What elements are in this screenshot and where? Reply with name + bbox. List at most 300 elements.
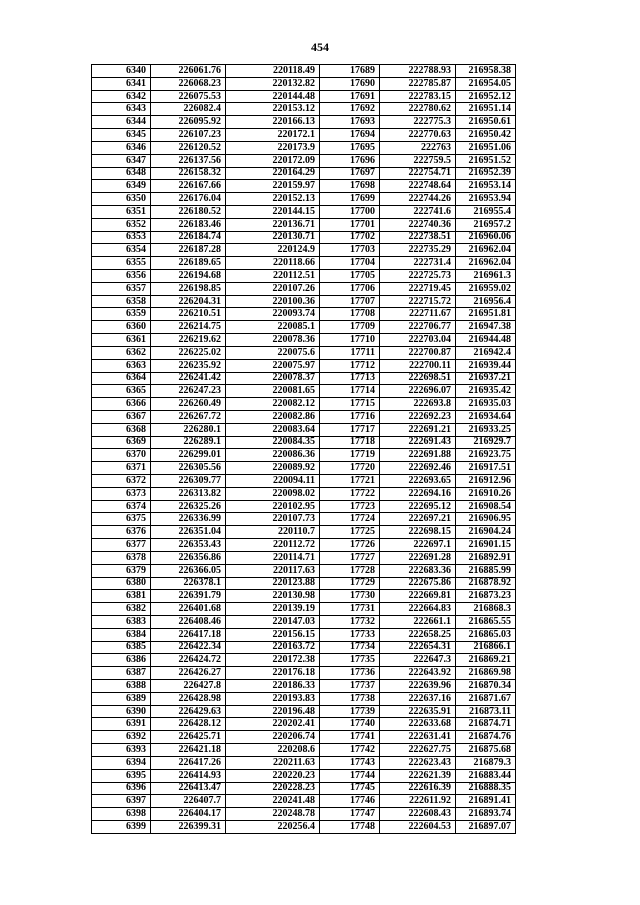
cell-y-left: 220172.1 xyxy=(226,129,320,142)
cell-x-left: 226184.74 xyxy=(151,231,226,244)
table-row xyxy=(92,590,516,603)
cell-x-right: 222635.91 xyxy=(380,705,456,718)
cell-point-id-left: 6356 xyxy=(92,270,151,283)
cell-x-right: 222695.12 xyxy=(380,500,456,513)
cell-x-right: 222647.3 xyxy=(380,654,456,667)
cell-point-id-right: 17693 xyxy=(320,116,380,129)
cell-point-id-left: 6348 xyxy=(92,167,151,180)
cell-y-left: 220144.15 xyxy=(226,205,320,218)
cell-x-right: 222706.77 xyxy=(380,321,456,334)
cell-x-right: 222691.21 xyxy=(380,423,456,436)
cell-x-left: 226351.04 xyxy=(151,526,226,539)
cell-x-right: 222643.92 xyxy=(380,667,456,680)
table-row xyxy=(92,462,516,475)
cell-point-id-right: 17748 xyxy=(320,820,380,833)
table-row xyxy=(92,129,516,142)
page-number: 454 xyxy=(311,40,329,54)
table-row xyxy=(92,731,516,744)
table-row xyxy=(92,615,516,628)
cell-y-left: 220166.13 xyxy=(226,116,320,129)
cell-point-id-left: 6349 xyxy=(92,180,151,193)
cell-x-right: 222675.86 xyxy=(380,577,456,590)
table-row xyxy=(92,756,516,769)
cell-x-right: 222740.36 xyxy=(380,218,456,231)
cell-y-right: 216951.14 xyxy=(456,103,516,116)
cell-y-left: 220102.95 xyxy=(226,500,320,513)
cell-x-right: 222631.41 xyxy=(380,731,456,744)
cell-x-right: 222741.6 xyxy=(380,205,456,218)
cell-y-left: 220085.1 xyxy=(226,321,320,334)
cell-y-right: 216955.4 xyxy=(456,205,516,218)
table-row xyxy=(92,667,516,680)
cell-y-left: 220211.63 xyxy=(226,756,320,769)
cell-point-id-right: 17710 xyxy=(320,334,380,347)
cell-point-id-left: 6390 xyxy=(92,705,151,718)
table-row xyxy=(92,449,516,462)
cell-x-right: 222719.45 xyxy=(380,282,456,295)
cell-point-id-right: 17733 xyxy=(320,628,380,641)
cell-y-right: 216956.4 xyxy=(456,295,516,308)
cell-y-right: 216935.42 xyxy=(456,385,516,398)
cell-x-right: 222691.88 xyxy=(380,449,456,462)
cell-point-id-right: 17723 xyxy=(320,500,380,513)
cell-y-left: 220241.48 xyxy=(226,795,320,808)
cell-x-left: 226425.71 xyxy=(151,731,226,744)
cell-x-right: 222691.43 xyxy=(380,436,456,449)
cell-x-left: 226417.26 xyxy=(151,756,226,769)
cell-x-right: 222731.4 xyxy=(380,257,456,270)
cell-x-right: 222783.15 xyxy=(380,90,456,103)
cell-point-id-right: 17721 xyxy=(320,475,380,488)
cell-y-right: 216885.99 xyxy=(456,564,516,577)
table-row xyxy=(92,475,516,488)
cell-point-id-right: 17715 xyxy=(320,398,380,411)
table-row xyxy=(92,808,516,821)
cell-x-right: 222661.1 xyxy=(380,615,456,628)
cell-y-right: 216950.61 xyxy=(456,116,516,129)
table-row xyxy=(92,680,516,693)
cell-point-id-left: 6346 xyxy=(92,141,151,154)
cell-y-right: 216951.06 xyxy=(456,141,516,154)
table-row xyxy=(92,103,516,116)
cell-point-id-left: 6388 xyxy=(92,680,151,693)
cell-point-id-left: 6393 xyxy=(92,744,151,757)
cell-y-left: 220220.23 xyxy=(226,769,320,782)
cell-x-right: 222700.87 xyxy=(380,346,456,359)
cell-point-id-left: 6394 xyxy=(92,756,151,769)
cell-x-right: 222608.43 xyxy=(380,808,456,821)
cell-point-id-right: 17697 xyxy=(320,167,380,180)
table-row xyxy=(92,513,516,526)
table-row xyxy=(92,308,516,321)
cell-point-id-left: 6374 xyxy=(92,500,151,513)
cell-y-left: 220172.38 xyxy=(226,654,320,667)
cell-x-right: 222693.65 xyxy=(380,475,456,488)
cell-y-left: 220208.6 xyxy=(226,744,320,757)
cell-x-left: 226305.56 xyxy=(151,462,226,475)
cell-point-id-right: 17705 xyxy=(320,270,380,283)
cell-y-left: 220130.71 xyxy=(226,231,320,244)
cell-point-id-right: 17692 xyxy=(320,103,380,116)
cell-x-left: 226313.82 xyxy=(151,487,226,500)
cell-point-id-right: 17695 xyxy=(320,141,380,154)
cell-point-id-left: 6341 xyxy=(92,77,151,90)
cell-y-left: 220118.49 xyxy=(226,65,320,78)
cell-y-right: 216933.25 xyxy=(456,423,516,436)
cell-point-id-left: 6383 xyxy=(92,615,151,628)
cell-y-right: 216904.24 xyxy=(456,526,516,539)
table-row xyxy=(92,205,516,218)
cell-x-right: 222694.16 xyxy=(380,487,456,500)
cell-y-right: 216923.75 xyxy=(456,449,516,462)
cell-x-right: 222621.39 xyxy=(380,769,456,782)
cell-point-id-right: 17729 xyxy=(320,577,380,590)
table-row xyxy=(92,77,516,90)
cell-x-left: 226180.52 xyxy=(151,205,226,218)
cell-y-left: 220202.41 xyxy=(226,718,320,731)
cell-x-right: 222711.67 xyxy=(380,308,456,321)
table-row xyxy=(92,398,516,411)
cell-point-id-left: 6345 xyxy=(92,129,151,142)
cell-y-right: 216942.4 xyxy=(456,346,516,359)
cell-x-right: 222664.83 xyxy=(380,603,456,616)
table-row xyxy=(92,282,516,295)
cell-y-left: 220164.29 xyxy=(226,167,320,180)
cell-point-id-left: 6368 xyxy=(92,423,151,436)
coordinates-table xyxy=(91,64,516,834)
cell-y-left: 220130.98 xyxy=(226,590,320,603)
cell-x-left: 226176.04 xyxy=(151,193,226,206)
cell-y-right: 216865.55 xyxy=(456,615,516,628)
cell-point-id-right: 17706 xyxy=(320,282,380,295)
cell-y-left: 220124.9 xyxy=(226,244,320,257)
cell-x-left: 226421.18 xyxy=(151,744,226,757)
cell-point-id-left: 6384 xyxy=(92,628,151,641)
cell-y-left: 220132.82 xyxy=(226,77,320,90)
cell-point-id-right: 17737 xyxy=(320,680,380,693)
table-row xyxy=(92,295,516,308)
cell-y-left: 220098.02 xyxy=(226,487,320,500)
cell-y-right: 216868.3 xyxy=(456,603,516,616)
cell-point-id-left: 6366 xyxy=(92,398,151,411)
cell-x-left: 226082.4 xyxy=(151,103,226,116)
cell-point-id-right: 17725 xyxy=(320,526,380,539)
cell-x-right: 222748.64 xyxy=(380,180,456,193)
cell-point-id-right: 17699 xyxy=(320,193,380,206)
cell-y-left: 220083.64 xyxy=(226,423,320,436)
cell-x-right: 222759.5 xyxy=(380,154,456,167)
cell-x-left: 226061.76 xyxy=(151,65,226,78)
cell-y-left: 220186.33 xyxy=(226,680,320,693)
cell-y-left: 220159.97 xyxy=(226,180,320,193)
cell-point-id-left: 6379 xyxy=(92,564,151,577)
cell-point-id-left: 6373 xyxy=(92,487,151,500)
cell-x-right: 222697.1 xyxy=(380,539,456,552)
cell-point-id-left: 6398 xyxy=(92,808,151,821)
cell-point-id-right: 17718 xyxy=(320,436,380,449)
cell-y-left: 220206.74 xyxy=(226,731,320,744)
cell-x-left: 226299.01 xyxy=(151,449,226,462)
table-row xyxy=(92,782,516,795)
cell-point-id-left: 6367 xyxy=(92,410,151,423)
cell-point-id-right: 17735 xyxy=(320,654,380,667)
cell-y-right: 216962.04 xyxy=(456,257,516,270)
cell-x-right: 222693.8 xyxy=(380,398,456,411)
cell-y-right: 216944.48 xyxy=(456,334,516,347)
cell-x-left: 226247.23 xyxy=(151,385,226,398)
cell-x-left: 226366.05 xyxy=(151,564,226,577)
cell-point-id-right: 17747 xyxy=(320,808,380,821)
cell-point-id-right: 17727 xyxy=(320,551,380,564)
cell-y-right: 216961.3 xyxy=(456,270,516,283)
cell-point-id-right: 17730 xyxy=(320,590,380,603)
cell-point-id-left: 6343 xyxy=(92,103,151,116)
cell-point-id-right: 17696 xyxy=(320,154,380,167)
cell-x-right: 222754.71 xyxy=(380,167,456,180)
cell-point-id-left: 6353 xyxy=(92,231,151,244)
cell-point-id-left: 6399 xyxy=(92,820,151,833)
cell-point-id-right: 17738 xyxy=(320,692,380,705)
cell-point-id-right: 17694 xyxy=(320,129,380,142)
cell-y-right: 216866.1 xyxy=(456,641,516,654)
cell-y-right: 216869.21 xyxy=(456,654,516,667)
cell-point-id-left: 6372 xyxy=(92,475,151,488)
cell-point-id-right: 17734 xyxy=(320,641,380,654)
table-row xyxy=(92,359,516,372)
cell-x-left: 226401.68 xyxy=(151,603,226,616)
cell-x-left: 226107.23 xyxy=(151,129,226,142)
cell-y-right: 216960.06 xyxy=(456,231,516,244)
table-row xyxy=(92,603,516,616)
cell-point-id-right: 17700 xyxy=(320,205,380,218)
cell-y-left: 220196.48 xyxy=(226,705,320,718)
cell-y-right: 216954.05 xyxy=(456,77,516,90)
cell-x-left: 226426.27 xyxy=(151,667,226,680)
cell-y-left: 220107.26 xyxy=(226,282,320,295)
cell-y-left: 220078.36 xyxy=(226,334,320,347)
cell-y-left: 220147.03 xyxy=(226,615,320,628)
cell-y-right: 216939.44 xyxy=(456,359,516,372)
table-row xyxy=(92,795,516,808)
table-row xyxy=(92,410,516,423)
cell-y-right: 216912.96 xyxy=(456,475,516,488)
cell-point-id-right: 17740 xyxy=(320,718,380,731)
cell-y-right: 216962.04 xyxy=(456,244,516,257)
cell-y-left: 220172.09 xyxy=(226,154,320,167)
cell-point-id-left: 6392 xyxy=(92,731,151,744)
cell-x-right: 222700.11 xyxy=(380,359,456,372)
cell-y-right: 216879.3 xyxy=(456,756,516,769)
cell-point-id-right: 17717 xyxy=(320,423,380,436)
cell-y-right: 216891.41 xyxy=(456,795,516,808)
cell-x-right: 222627.75 xyxy=(380,744,456,757)
cell-y-right: 216873.11 xyxy=(456,705,516,718)
cell-point-id-right: 17720 xyxy=(320,462,380,475)
cell-point-id-right: 17704 xyxy=(320,257,380,270)
cell-y-right: 216910.26 xyxy=(456,487,516,500)
table-row xyxy=(92,564,516,577)
table-row xyxy=(92,141,516,154)
cell-y-right: 216929.7 xyxy=(456,436,516,449)
cell-point-id-left: 6378 xyxy=(92,551,151,564)
table-row xyxy=(92,244,516,257)
table-row xyxy=(92,641,516,654)
cell-point-id-left: 6396 xyxy=(92,782,151,795)
cell-x-left: 226399.31 xyxy=(151,820,226,833)
cell-point-id-right: 17712 xyxy=(320,359,380,372)
cell-x-right: 222725.73 xyxy=(380,270,456,283)
cell-y-left: 220256.4 xyxy=(226,820,320,833)
cell-x-right: 222715.72 xyxy=(380,295,456,308)
cell-y-right: 216951.81 xyxy=(456,308,516,321)
cell-x-left: 226241.42 xyxy=(151,372,226,385)
table-row xyxy=(92,218,516,231)
table-row xyxy=(92,500,516,513)
cell-x-right: 222703.04 xyxy=(380,334,456,347)
cell-x-right: 222669.81 xyxy=(380,590,456,603)
cell-point-id-right: 17701 xyxy=(320,218,380,231)
cell-x-left: 226404.17 xyxy=(151,808,226,821)
table-row xyxy=(92,180,516,193)
cell-point-id-right: 17746 xyxy=(320,795,380,808)
cell-point-id-left: 6351 xyxy=(92,205,151,218)
cell-y-right: 216871.67 xyxy=(456,692,516,705)
cell-x-left: 226422.34 xyxy=(151,641,226,654)
cell-y-left: 220081.65 xyxy=(226,385,320,398)
cell-y-left: 220100.36 xyxy=(226,295,320,308)
cell-point-id-left: 6397 xyxy=(92,795,151,808)
cell-x-right: 222697.21 xyxy=(380,513,456,526)
cell-y-right: 216947.38 xyxy=(456,321,516,334)
table-row xyxy=(92,820,516,833)
cell-y-right: 216892.91 xyxy=(456,551,516,564)
table-row xyxy=(92,577,516,590)
cell-point-id-right: 17689 xyxy=(320,65,380,78)
cell-point-id-right: 17726 xyxy=(320,539,380,552)
cell-x-left: 226167.66 xyxy=(151,180,226,193)
table-row xyxy=(92,231,516,244)
cell-y-left: 220176.18 xyxy=(226,667,320,680)
cell-y-left: 220118.66 xyxy=(226,257,320,270)
cell-point-id-right: 17708 xyxy=(320,308,380,321)
cell-point-id-left: 6358 xyxy=(92,295,151,308)
cell-x-left: 226356.86 xyxy=(151,551,226,564)
cell-x-left: 226413.47 xyxy=(151,782,226,795)
cell-point-id-left: 6363 xyxy=(92,359,151,372)
cell-point-id-left: 6357 xyxy=(92,282,151,295)
cell-point-id-right: 17703 xyxy=(320,244,380,257)
cell-y-right: 216908.54 xyxy=(456,500,516,513)
cell-point-id-left: 6352 xyxy=(92,218,151,231)
cell-point-id-left: 6391 xyxy=(92,718,151,731)
cell-x-left: 226075.53 xyxy=(151,90,226,103)
coordinates-table-body xyxy=(92,65,516,834)
cell-y-right: 216934.64 xyxy=(456,410,516,423)
cell-y-right: 216950.42 xyxy=(456,129,516,142)
cell-y-right: 216897.07 xyxy=(456,820,516,833)
table-row xyxy=(92,372,516,385)
cell-x-left: 226417.18 xyxy=(151,628,226,641)
cell-x-right: 222658.25 xyxy=(380,628,456,641)
cell-point-id-right: 17742 xyxy=(320,744,380,757)
cell-y-left: 220082.12 xyxy=(226,398,320,411)
table-row xyxy=(92,436,516,449)
cell-point-id-left: 6362 xyxy=(92,346,151,359)
cell-point-id-right: 17702 xyxy=(320,231,380,244)
cell-y-right: 216957.2 xyxy=(456,218,516,231)
cell-x-right: 222785.87 xyxy=(380,77,456,90)
table-row xyxy=(92,769,516,782)
cell-y-right: 216901.15 xyxy=(456,539,516,552)
cell-x-left: 226068.23 xyxy=(151,77,226,90)
cell-x-left: 226210.51 xyxy=(151,308,226,321)
cell-point-id-right: 17728 xyxy=(320,564,380,577)
table-row xyxy=(92,346,516,359)
cell-point-id-left: 6375 xyxy=(92,513,151,526)
cell-x-left: 226219.62 xyxy=(151,334,226,347)
table-row xyxy=(92,705,516,718)
cell-x-left: 226427.8 xyxy=(151,680,226,693)
cell-x-left: 226309.77 xyxy=(151,475,226,488)
cell-x-right: 222637.16 xyxy=(380,692,456,705)
cell-y-left: 220094.11 xyxy=(226,475,320,488)
cell-point-id-left: 6364 xyxy=(92,372,151,385)
cell-point-id-right: 17713 xyxy=(320,372,380,385)
cell-point-id-left: 6369 xyxy=(92,436,151,449)
cell-x-right: 222780.62 xyxy=(380,103,456,116)
cell-y-right: 216937.21 xyxy=(456,372,516,385)
cell-x-right: 222788.93 xyxy=(380,65,456,78)
cell-x-right: 222696.07 xyxy=(380,385,456,398)
cell-point-id-right: 17736 xyxy=(320,667,380,680)
cell-x-left: 226204.31 xyxy=(151,295,226,308)
cell-y-left: 220228.23 xyxy=(226,782,320,795)
cell-y-left: 220114.71 xyxy=(226,551,320,564)
cell-point-id-left: 6389 xyxy=(92,692,151,705)
cell-x-right: 222738.51 xyxy=(380,231,456,244)
cell-point-id-right: 17724 xyxy=(320,513,380,526)
cell-point-id-right: 17722 xyxy=(320,487,380,500)
table-row xyxy=(92,321,516,334)
cell-point-id-left: 6354 xyxy=(92,244,151,257)
cell-x-left: 226391.79 xyxy=(151,590,226,603)
cell-x-left: 226336.99 xyxy=(151,513,226,526)
cell-y-left: 220152.13 xyxy=(226,193,320,206)
cell-point-id-right: 17719 xyxy=(320,449,380,462)
table-row xyxy=(92,385,516,398)
table-row xyxy=(92,116,516,129)
cell-y-right: 216917.51 xyxy=(456,462,516,475)
cell-y-right: 216870.34 xyxy=(456,680,516,693)
cell-x-left: 226280.1 xyxy=(151,423,226,436)
cell-point-id-right: 17743 xyxy=(320,756,380,769)
cell-y-right: 216893.74 xyxy=(456,808,516,821)
cell-y-right: 216952.39 xyxy=(456,167,516,180)
cell-point-id-right: 17744 xyxy=(320,769,380,782)
cell-y-right: 216873.23 xyxy=(456,590,516,603)
cell-x-right: 222763 xyxy=(380,141,456,154)
cell-x-left: 226137.56 xyxy=(151,154,226,167)
cell-x-right: 222775.3 xyxy=(380,116,456,129)
cell-point-id-left: 6344 xyxy=(92,116,151,129)
cell-x-left: 226187.28 xyxy=(151,244,226,257)
cell-point-id-left: 6387 xyxy=(92,667,151,680)
cell-point-id-left: 6347 xyxy=(92,154,151,167)
cell-x-left: 226429.63 xyxy=(151,705,226,718)
cell-x-left: 226225.02 xyxy=(151,346,226,359)
cell-y-left: 220153.12 xyxy=(226,103,320,116)
cell-y-right: 216952.12 xyxy=(456,90,516,103)
